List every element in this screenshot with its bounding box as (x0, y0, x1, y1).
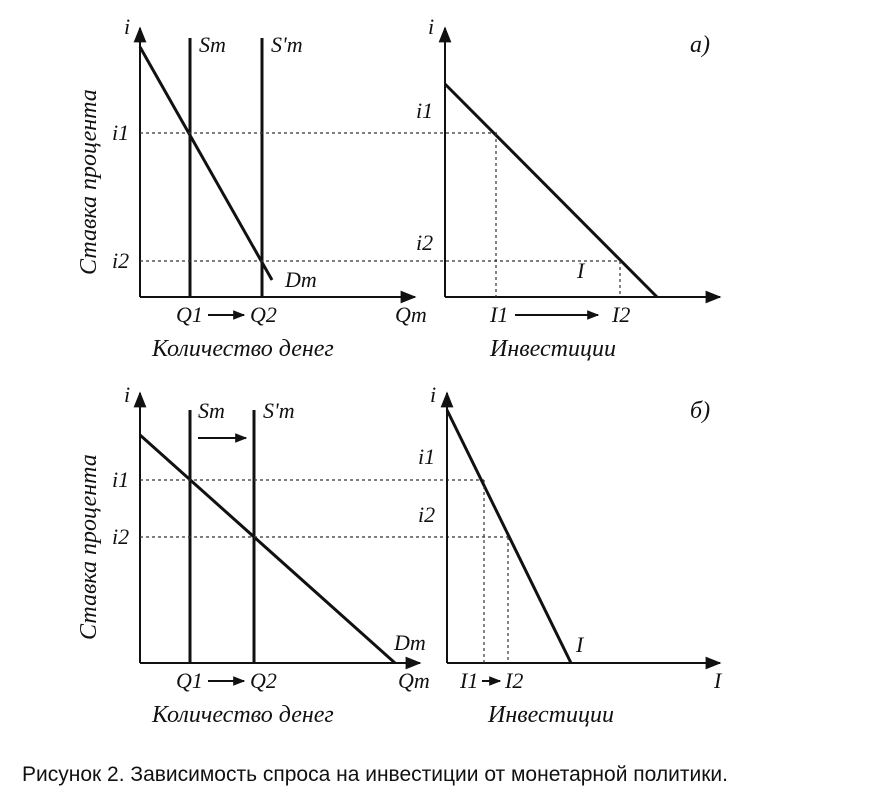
i2-label: i2 (112, 524, 130, 549)
panel-a-money-market (76, 14, 620, 362)
panel-a-marker: а) (690, 32, 710, 58)
y-axis-title: Ставка процента (76, 89, 102, 275)
panel-b-marker: б) (690, 398, 711, 424)
i1-label: i1 (416, 98, 434, 123)
panel-a-investment (416, 14, 720, 362)
x-axis-title: Количество денег (152, 336, 334, 362)
sm-prime-label: S'm (263, 398, 295, 423)
dm-label: Dm (394, 630, 426, 655)
x-axis-title: Инвестиции (490, 336, 616, 362)
investment-curve (445, 84, 657, 297)
y-axis-label: i (124, 382, 131, 407)
i2-label: i2 (112, 248, 130, 273)
inv-i1-label: I1 (490, 302, 509, 327)
x-axis-label: Qm (395, 302, 427, 327)
inv-i2-label: I2 (612, 302, 631, 327)
q1-label: Q1 (176, 668, 203, 693)
i1-label: i1 (112, 467, 130, 492)
panel-b-money-market (76, 382, 508, 728)
x-axis-title: Инвестиции (488, 702, 614, 728)
curve-label: I (577, 258, 585, 283)
q2-label: Q2 (250, 668, 277, 693)
y-axis-label: i (430, 382, 437, 407)
panel-b-investment (418, 382, 723, 728)
y-axis-title: Ставка процента (76, 454, 102, 640)
dm-label: Dm (285, 267, 317, 292)
demand-line-dm (140, 435, 395, 663)
sm-prime-label: S'm (271, 32, 303, 57)
y-axis-label: i (428, 14, 435, 39)
inv-i2-label: I2 (505, 668, 524, 693)
figure-caption: Рисунок 2. Зависимость спроса на инвестиции от монетарной политики. (22, 763, 728, 786)
y-axis-label: i (124, 14, 131, 39)
curve-label: I (576, 632, 584, 657)
x-axis-label: I (714, 668, 722, 693)
i2-label: i2 (416, 230, 434, 255)
x-axis-title: Количество денег (152, 702, 334, 728)
q1-label: Q1 (176, 302, 203, 327)
sm-label: Sm (198, 398, 225, 423)
i1-label: i1 (418, 444, 436, 469)
sm-label: Sm (199, 32, 226, 57)
i2-label: i2 (418, 502, 436, 527)
x-axis-label: Qm (398, 668, 430, 693)
inv-i1-label: I1 (460, 668, 479, 693)
demand-line-dm (140, 47, 272, 280)
i1-label: i1 (112, 120, 130, 145)
q2-label: Q2 (250, 302, 277, 327)
